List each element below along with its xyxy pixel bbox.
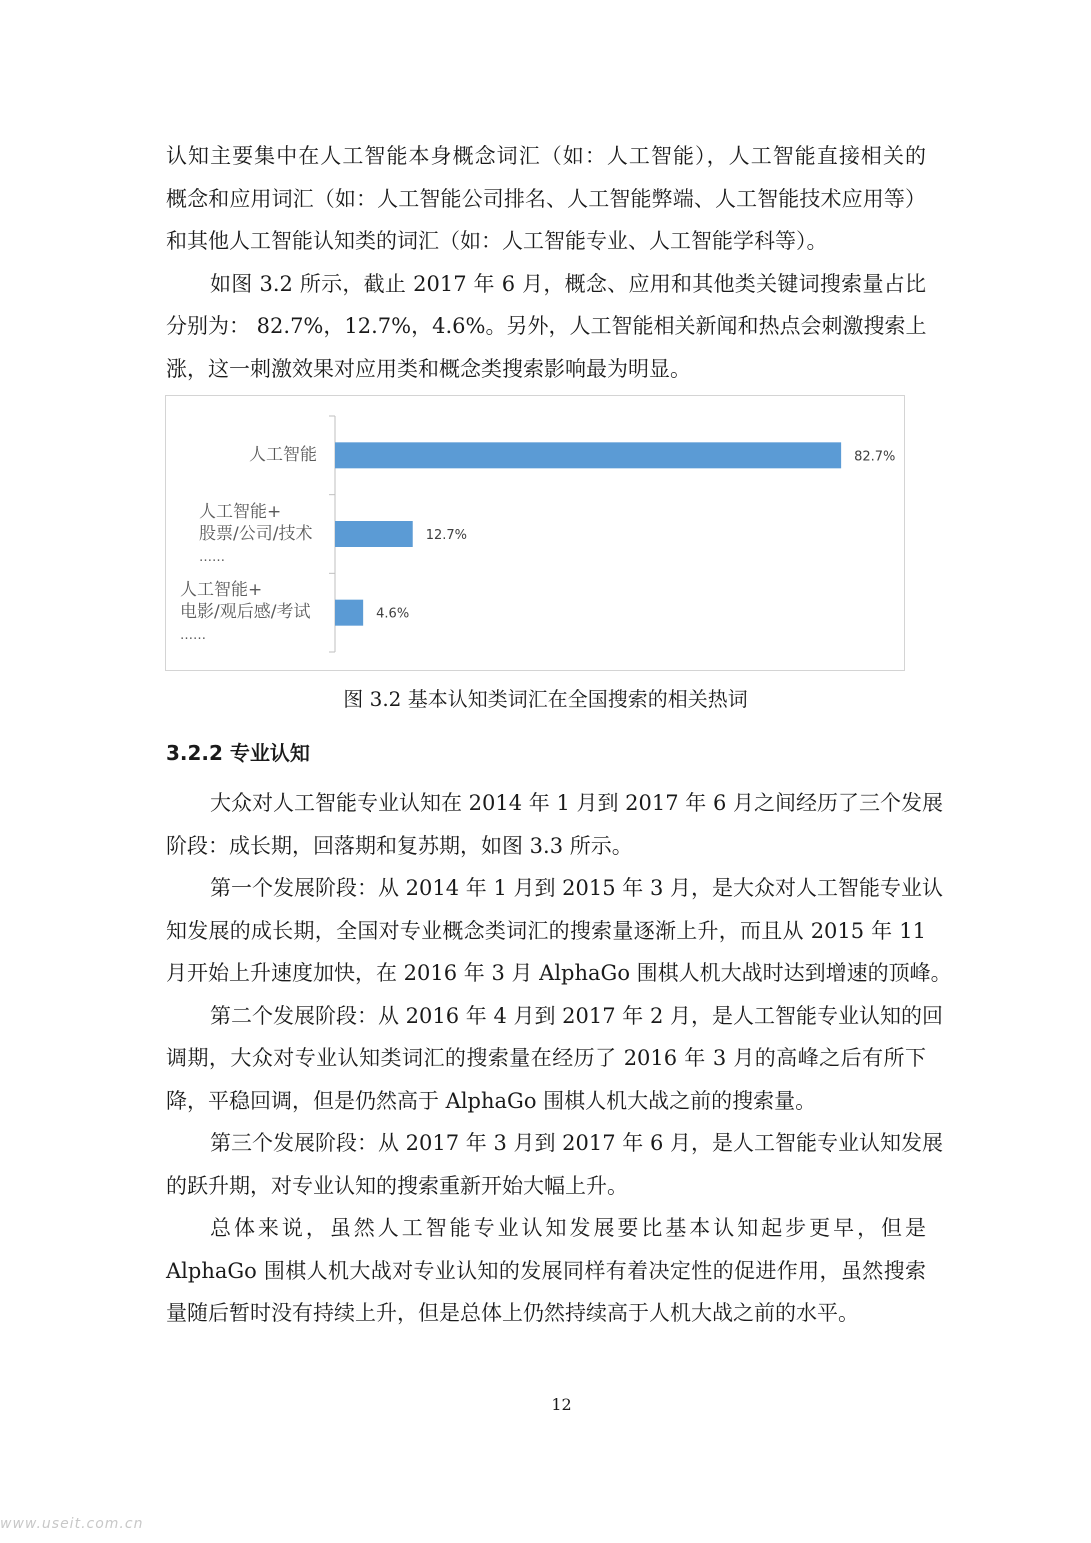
text-line: 第二个发展阶段：从 2016 年 4 月到 2017 年 2 月，是人工智能专业认知的回 bbox=[210, 1003, 944, 1028]
text-line: 和其他人工智能认知类的词汇（如：人工智能专业、人工智能学科等）。 bbox=[166, 229, 828, 253]
text-line: 认知主要集中在人工智能本身概念词汇（如：人工智能），人工智能直接相关的 bbox=[166, 144, 926, 168]
category-label: 人工智能 bbox=[249, 445, 317, 465]
category-label: 人工智能+ 电影/观后感/考试 …… bbox=[180, 580, 311, 643]
bar-value-label: 12.7% bbox=[425, 528, 468, 543]
text-line: 涨，这一刺激效果对应用类和概念类搜索影响最为明显。 bbox=[166, 356, 691, 381]
body-paragraphs-top bbox=[166, 135, 926, 390]
text-line: 第一个发展阶段：从 2014 年 1 月到 2015 年 3 月，是大众对人工智能专业认 bbox=[210, 876, 944, 900]
bar bbox=[335, 521, 413, 547]
body-paragraphs-bottom bbox=[166, 782, 952, 1335]
text-line: 月开始上升速度加快，在 2016 年 3 月 AlphaGo 围棋人机大战时达到增速的顶峰。 bbox=[166, 961, 952, 985]
text-line: 降，平稳回调，但是仍然高于 AlphaGo 围棋人机大战之前的搜索量。 bbox=[166, 1088, 817, 1113]
section-heading: 3.2.2 专业认知 bbox=[166, 741, 310, 765]
text-line: 大众对人工智能专业认知在 2014 年 1 月到 2017 年 6 月之间经历了三个发展 bbox=[210, 791, 944, 815]
text-line: 第三个发展阶段：从 2017 年 3 月到 2017 年 6 月，是人工智能专业认知发展 bbox=[210, 1131, 944, 1155]
text-line: 如图 3.2 所示，截止 2017 年 6 月，概念、应用和其他类关键词搜索量占比 bbox=[210, 271, 926, 296]
text-line: 概念和应用词汇（如：人工智能公司排名、人工智能弊端、人工智能技术应用等） bbox=[166, 186, 926, 211]
text-line: 的跃升期，对专业认知的搜索重新开始大幅上升。 bbox=[166, 1173, 628, 1198]
bar-value-label: 82.7% bbox=[854, 449, 896, 465]
text-line: AlphaGo 围棋人机大战对专业认知的发展同样有着决定性的促进作用，虽然搜索 bbox=[166, 1258, 926, 1283]
bar-chart bbox=[165, 395, 905, 671]
text-line: 量随后暂时没有持续上升，但是总体上仍然持续高于人机大战之前的水平。 bbox=[166, 1301, 859, 1325]
text-line: 分别为： 82.7%，12.7%，4.6%。另外，人工智能相关新闻和热点会刺激搜索上 bbox=[166, 314, 927, 338]
text-line: 调期，大众对专业认知类词汇的搜索量在经历了 2016 年 3 月的高峰之后有所下 bbox=[166, 1046, 926, 1070]
watermark: www.useit.com.cn bbox=[0, 1516, 144, 1532]
category-label: 人工智能+ 股票/公司/技术 …… bbox=[199, 502, 313, 565]
page-number: 12 bbox=[551, 1395, 572, 1414]
bar-value-label: 4.6% bbox=[376, 606, 410, 622]
text-line: 总体来说，虽然人工智能专业认知发展要比基本认知起步更早，但是 bbox=[210, 1216, 926, 1240]
text-line: 阶段：成长期，回落期和复苏期，如图 3.3 所示。 bbox=[166, 833, 633, 858]
bar bbox=[335, 600, 363, 626]
figure-caption: 图 3.2 基本认知类词汇在全国搜索的相关热词 bbox=[343, 687, 748, 711]
text-line: 知发展的成长期，全国对专业概念类词汇的搜索量逐渐上升，而且从 2015 年 11 bbox=[166, 918, 926, 943]
bar bbox=[335, 442, 841, 468]
